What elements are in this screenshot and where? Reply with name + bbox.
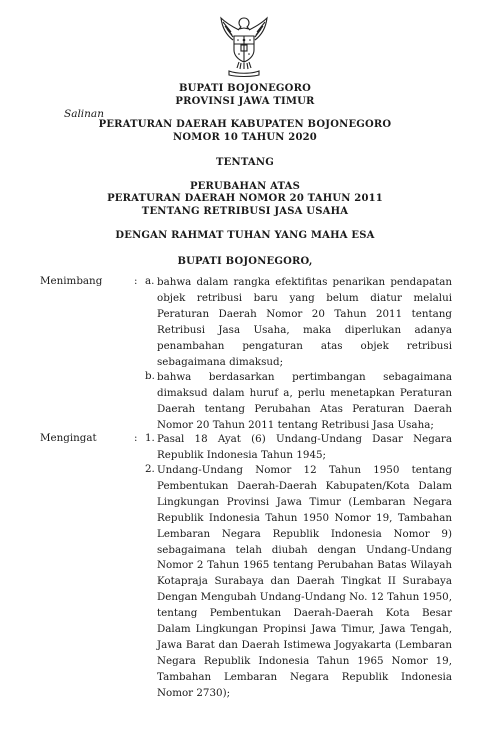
rahmat-heading: DENGAN RAHMAT TUHAN YANG MAHA ESA bbox=[115, 230, 375, 241]
judul-line-2: PERATURAN DAERAH NOMOR 20 TAHUN 2011 bbox=[107, 193, 383, 204]
nomor-heading: NOMOR 10 TAHUN 2020 bbox=[173, 132, 317, 143]
menimbang-item-a: bahwa dalam rangka efektifitas penarikan pendapatan objek retribusi baru yang belum diatur melalui Peraturan Daerah Nomor 20 Tahun 2011 tentang Retribusi Jasa Usaha, maka diperlukan adanya penambahan pengaturan atas objek retribusi sebagaimana dimaksud; bbox=[157, 276, 452, 368]
menimbang-item-b: bahwa berdasarkan pertimbangan sebagaimana dimaksud dalam huruf a, perlu menetapkan Peraturan Daerah tentang Perubahan Atas Peraturan Daerah Nomor 20 Tahun 2011 tentang Retribusi Jasa Usaha; bbox=[157, 371, 452, 431]
provinsi-heading: PROVINSI JAWA TIMUR bbox=[175, 96, 315, 107]
menimbang-marker-b: b. bbox=[145, 370, 155, 382]
judul-line-3: TENTANG RETRIBUSI JASA USAHA bbox=[141, 206, 349, 217]
menimbang-marker-a: a. bbox=[145, 275, 155, 287]
garuda-emblem-icon bbox=[219, 14, 269, 78]
menimbang-colon: : bbox=[134, 275, 138, 287]
tentang-heading: TENTANG bbox=[216, 157, 274, 168]
menimbang-label: Menimbang bbox=[40, 275, 103, 287]
bupati-heading-2: BUPATI BOJONEGORO, bbox=[177, 256, 313, 267]
mengingat-colon: : bbox=[134, 432, 138, 444]
salinan-label: Salinan bbox=[64, 108, 104, 120]
mengingat-item-2: Undang-Undang Nomor 12 Tahun 1950 tentang Pembentukan Daerah-Daerah Kabupaten/Kota Dalam Lingkungan Provinsi Jawa Timur (Lembaran Negara Republik Indonesia Tahun 1950 Nomor 19, Tambahan Lembaran Negara Republik Indonesia Nomor 9) sebagaimana telah diubah dengan Undang-Undang Nomor 2 Tahun 1965 tentang Perubahan Batas Wilayah Kotapraja Surabaya dan Daerah Tingkat II Surabaya Dengan Mengubah Undang-Undang No. 12 Tahun 1950, tentang Pembentukan Daerah-Daerah Kota Besar Dalam Lingkungan Propinsi Jawa Timur, Jawa Tengah, Jawa Barat dan Daerah Istimewa Jogyakarta (Lembaran Negara Republik Indonesia Tahun 1965 Nomor 19, Tambahan Lembaran Negara Republik Indonesia Nomor 2730); bbox=[157, 464, 452, 699]
mengingat-item-1: Pasal 18 Ayat (6) Undang-Undang Dasar Negara Republik Indonesia Tahun 1945; bbox=[157, 433, 452, 461]
judul-line-1: PERUBAHAN ATAS bbox=[189, 181, 301, 192]
mengingat-marker-1: 1. bbox=[145, 432, 155, 444]
peraturan-heading: PERATURAN DAERAH KABUPATEN BOJONEGORO bbox=[98, 119, 392, 130]
mengingat-label: Mengingat bbox=[40, 432, 97, 444]
bupati-heading: BUPATI BOJONEGORO bbox=[178, 83, 311, 94]
mengingat-marker-2: 2. bbox=[145, 463, 155, 475]
